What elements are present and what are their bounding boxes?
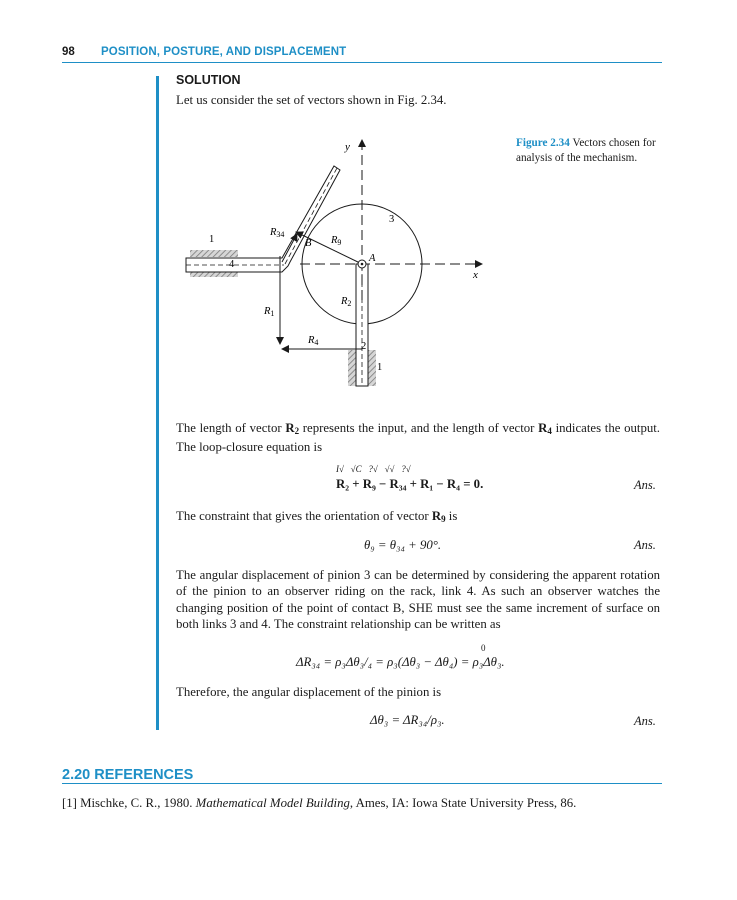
label-link-2: 2: [361, 341, 367, 352]
figure-caption-text: Vectors chosen for analysis of the mechanism.: [516, 137, 656, 164]
solution-intro: Let us consider the set of vectors shown in Fig. 2.34.: [176, 93, 447, 107]
loop-closure-equation: R₂ + R₉ − R₃₄ + R₁ − R₄ = 0.: [336, 477, 484, 491]
references-heading: 2.20 REFERENCES: [62, 767, 194, 783]
pinion-constraint-equation: ΔR₃₄ = ρ₃Δθ₃/₄ = ρ₃(Δθ₃ − Δθ₄) = ρ₃Δθ₃.: [296, 655, 505, 669]
label-x-axis: x: [473, 269, 478, 281]
ground-hatch-bottom-right: [368, 350, 376, 386]
solution-heading: SOLUTION: [176, 73, 241, 87]
figure-caption: [516, 136, 676, 166]
equation-zero-marker: 0: [481, 643, 486, 653]
label-link-1-bottom: 1: [377, 362, 383, 373]
paragraph-angular-displacement: The angular displacement of pinion 3 can be determined by considering the apparent rotation of the pinion to an observer riding on the rack, link 4. As such an observer watches the changing position of the point of contact B, SHE must see the same increment of surface on both links 3 and 4. The constraint relationship can be written as: [176, 568, 660, 632]
header-rule: [62, 62, 662, 63]
orientation-equation: θ₉ = θ₃₄ + 90°.: [364, 538, 442, 552]
label-r2: R2: [341, 296, 352, 308]
label-point-b: B: [305, 238, 312, 249]
solution-side-bar: [156, 76, 159, 730]
ground-hatch-upper-left: [190, 250, 238, 257]
orientation-ans: Ans.: [634, 538, 656, 552]
label-r9: R9: [331, 235, 342, 247]
label-r34: R34: [270, 227, 285, 239]
page-number: 98: [62, 46, 75, 58]
label-r4: R4: [308, 335, 319, 347]
label-point-a: A: [369, 253, 376, 264]
pivot-a-center: [361, 263, 364, 266]
figure-2-34: [170, 130, 500, 400]
pinion-displacement-ans: Ans.: [634, 714, 656, 728]
references-rule: [62, 783, 662, 784]
running-header-title: POSITION, POSTURE, AND DISPLACEMENT: [101, 46, 347, 58]
pinion-displacement-equation: Δθ₃ = ΔR₃₄/ρ₃.: [370, 713, 445, 727]
loop-closure-ans: Ans.: [634, 478, 656, 492]
paragraph-input-output: The length of vector $R_2$ represents the input, and the length of vector $R_4$ indicates the output. The loop-closure equation is: [176, 421, 661, 455]
label-link-4: 4: [229, 259, 235, 270]
paragraph-therefore: Therefore, the angular displacement of the pinion is: [176, 685, 442, 699]
figure-caption-label: Figure 2.34: [516, 137, 570, 149]
label-link-3: 3: [389, 214, 395, 225]
label-r1: R1: [264, 306, 275, 318]
label-y-axis: y: [345, 141, 350, 153]
reference-item-1: [1] Mischke, C. R., 1980. Mathematical Model Building, Ames, IA: Iowa State University Press, 86.: [62, 796, 577, 810]
ground-hatch-bottom-left: [348, 350, 356, 386]
paragraph-constraint: The constraint that gives the orientation of vector $R_9$ is: [176, 509, 458, 524]
label-link-1-left: 1: [209, 234, 215, 245]
loop-equation-marks: I√ √C ?√ √√ ?√: [336, 464, 411, 474]
